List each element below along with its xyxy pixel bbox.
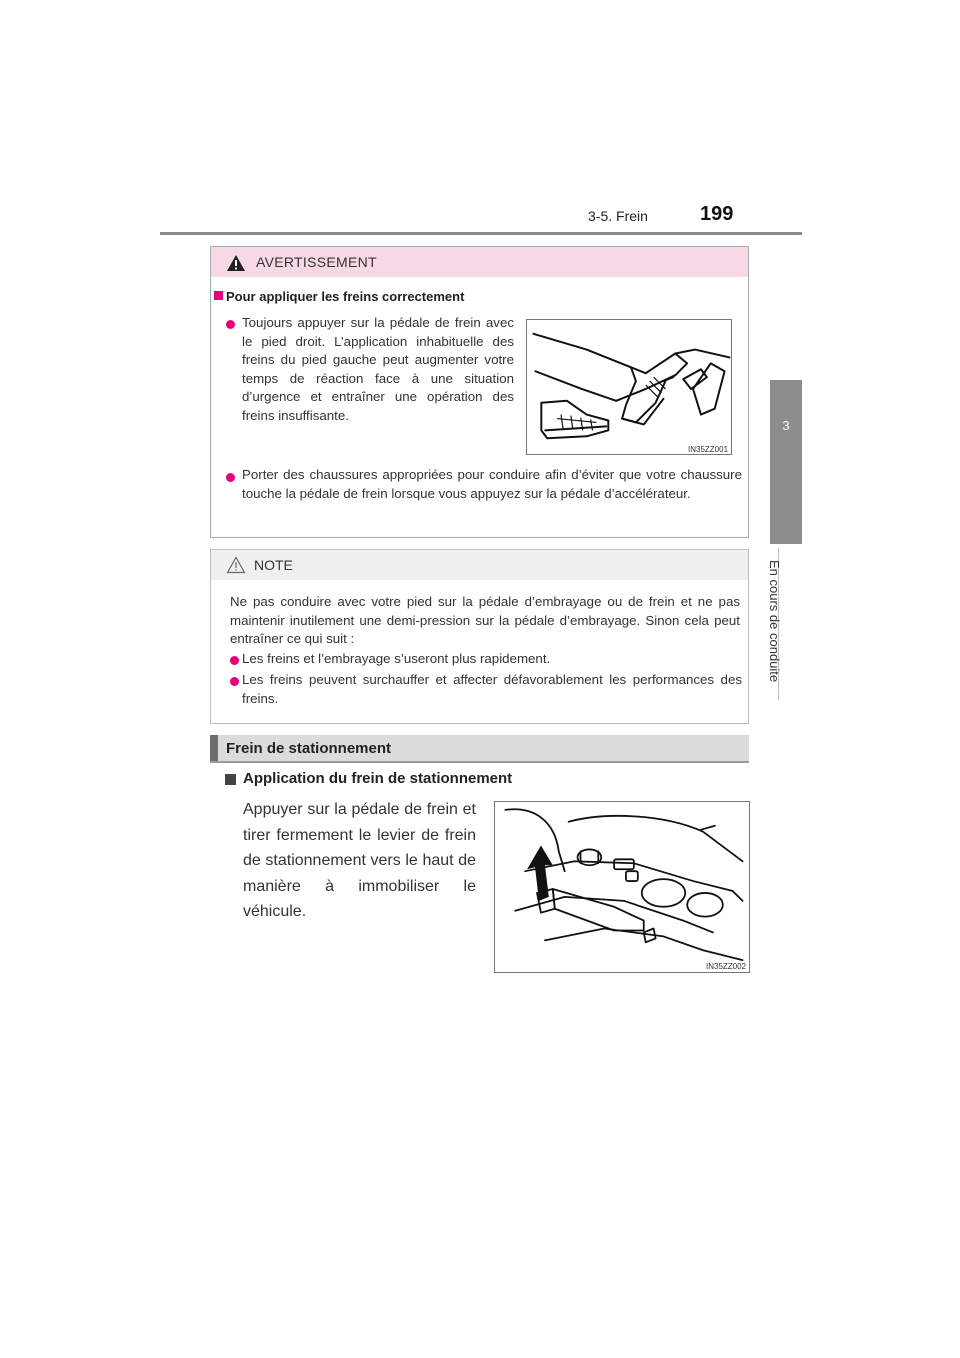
subsection-title: Application du frein de stationnement [243, 770, 513, 787]
note-item: Les freins et l’embrayage s’useront plus rapidement. [242, 651, 551, 666]
chapter-tab [770, 380, 802, 544]
note-item: Les freins peuvent surchauffer et affecter défavorablement les performances des freins. [242, 672, 742, 706]
bullet-icon [226, 473, 235, 482]
image-code: IN35ZZ002 [706, 962, 747, 971]
warning-item: Toujours appuyer sur la pédale de frein avec le pied droit. L’application inhabituelle des freins du pied gauche peut augmenter votre temps de réaction face à une situation d’urgence et entraîner une opération des freins insuffisante. [242, 315, 514, 423]
header-rule [160, 232, 802, 235]
warning-subtitle: Pour appliquer les freins correctement [226, 289, 465, 304]
section-rule [210, 761, 749, 763]
square-bullet-icon [214, 291, 223, 300]
pedal-illustration [526, 319, 732, 455]
warning-item: Porter des chaussures appropriées pour conduire afin d’éviter que votre chaussure touche la pédale de frein lorsque vous appuyez sur la pédale d’accélérateur. [242, 467, 742, 501]
warning-title: AVERTISSEMENT [256, 254, 377, 270]
bullet-icon [230, 677, 239, 686]
page-number: 199 [700, 203, 734, 225]
image-code: IN35ZZ001 [688, 445, 729, 454]
chapter-title [760, 560, 784, 700]
warning-triangle-icon [226, 254, 246, 272]
bullet-icon [230, 656, 239, 665]
section-title: 3-5. Frein [588, 208, 648, 224]
square-bullet-icon [225, 774, 236, 785]
chapter-title-text: En cours de conduite [767, 560, 782, 683]
parking-brake-illustration [494, 801, 750, 973]
chapter-number: 3 [782, 418, 790, 433]
section-bar [210, 735, 218, 761]
note-body: Ne pas conduire avec votre pied sur la pédale d’embrayage ou de frein et ne pas maintenir inutilement une demi-pression sur la pédale d’embrayage. Sinon cela peut entraîner ce qui suit : [230, 594, 740, 646]
section-title-heading: Frein de stationnement [226, 740, 392, 757]
caution-triangle-icon [226, 556, 246, 574]
parking-instructions: Appuyer sur la pédale de frein et tirer fermement le levier de frein de stationnement vers le haut de manière à immobiliser le véhicule. [243, 801, 476, 920]
note-title: NOTE [254, 557, 293, 573]
bullet-icon [226, 320, 235, 329]
